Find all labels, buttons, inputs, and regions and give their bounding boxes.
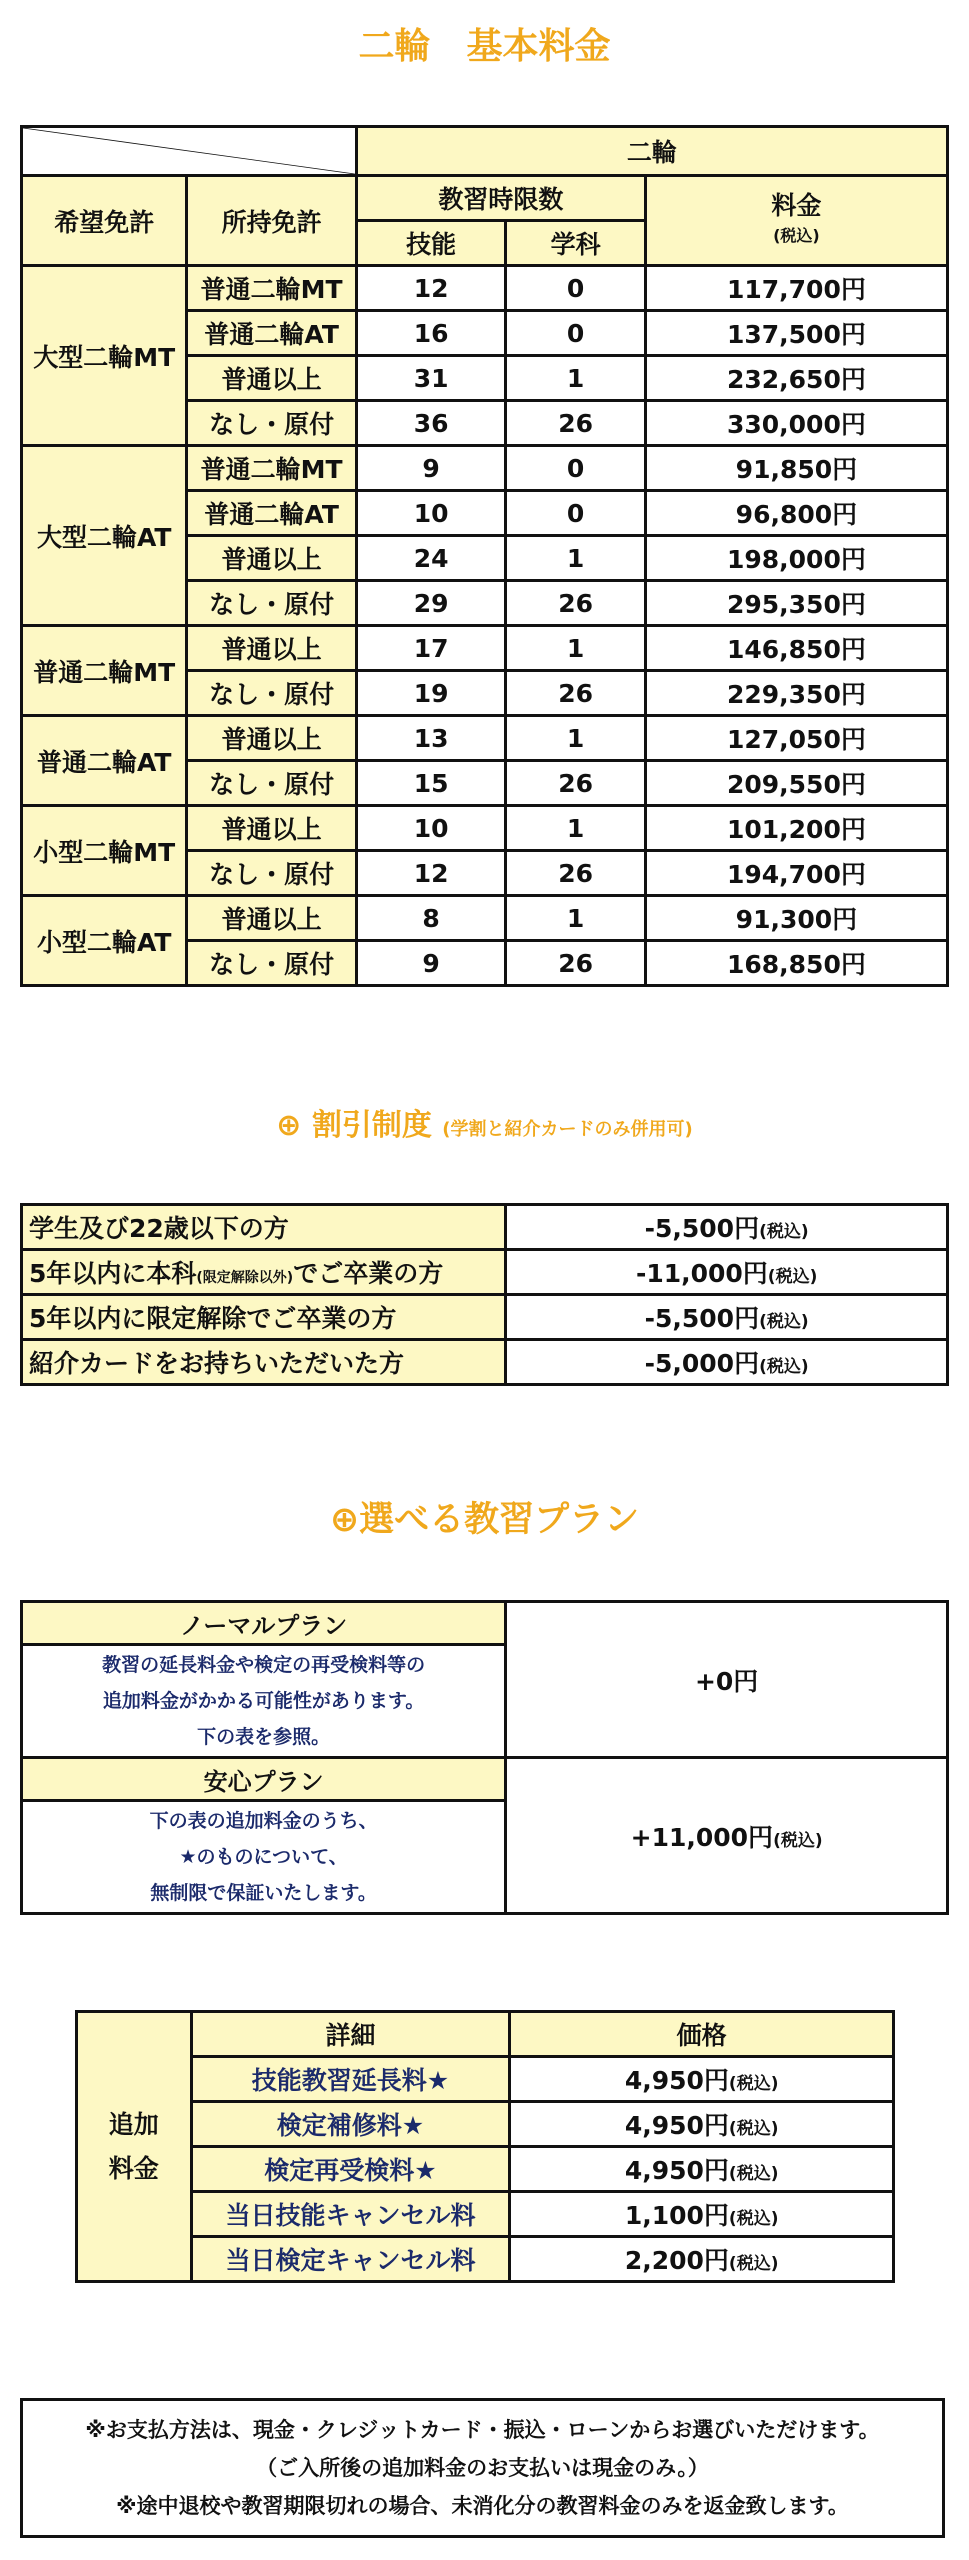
theory-header: 学科 <box>506 221 646 266</box>
normal-plan-name: ノーマルプラン <box>22 1602 506 1645</box>
basic-fee-title: 二輪 基本料金 <box>358 26 611 67</box>
fee-cell: 96,800円 <box>645 491 947 536</box>
discount-amount: -5,000円 <box>644 1349 760 1378</box>
fee-header-tax: (税込) <box>773 225 820 245</box>
practical-hours-cell: 24 <box>356 536 505 581</box>
discount-amount: -11,000円 <box>635 1259 768 1288</box>
held-license-cell: 普通二輪AT <box>187 491 356 536</box>
discount-amount-cell <box>506 1340 948 1385</box>
additional-tax: (税込) <box>728 2164 779 2184</box>
held-license-cell: 普通以上 <box>187 716 356 761</box>
desired-license-cell: 小型二輪AT <box>22 896 187 986</box>
theory-hours-cell: 26 <box>506 671 646 716</box>
additional-price: 4,950円 <box>624 2156 729 2185</box>
additional-row <box>77 2147 894 2192</box>
fee-cell: 146,850円 <box>645 626 947 671</box>
normal-plan-price: +0円 <box>506 1602 948 1758</box>
safe-plan-line3: 無制限で保証いたします。 <box>150 1882 377 1904</box>
held-license-cell: 普通以上 <box>187 356 356 401</box>
held-license-cell: なし・原付 <box>187 671 356 716</box>
discount-row <box>22 1295 948 1340</box>
theory-hours-cell: 1 <box>506 356 646 401</box>
practical-hours-cell: 16 <box>356 311 505 356</box>
discount-row <box>22 1250 948 1295</box>
practical-hours-cell: 17 <box>356 626 505 671</box>
discount-label-main: 5年以内に本科 <box>29 1259 197 1288</box>
additional-tax: (税込) <box>728 2254 779 2274</box>
desired-license-cell: 大型二輪AT <box>22 446 187 626</box>
normal-plan-description <box>22 1645 506 1758</box>
additional-row <box>77 2237 894 2282</box>
diagonal-header-cell <box>22 127 357 176</box>
discount-label <box>22 1340 506 1385</box>
normal-plan-line1: 教習の延長料金や検定の再受検料等の <box>102 1654 426 1676</box>
held-license-cell: 普通以上 <box>187 536 356 581</box>
safe-plan-price: +11,000円 <box>630 1822 774 1852</box>
additional-row <box>77 2102 894 2147</box>
theory-hours-cell: 0 <box>506 446 646 491</box>
theory-hours-cell: 0 <box>506 266 646 311</box>
safe-plan-line1: 下の表の追加料金のうち、 <box>149 1810 378 1832</box>
practical-hours-cell: 8 <box>356 896 505 941</box>
theory-hours-cell: 1 <box>506 896 646 941</box>
fee-cell: 91,850円 <box>645 446 947 491</box>
additional-detail: 当日技能キャンセル料 <box>191 2192 510 2237</box>
additional-detail: 検定再受検料★ <box>191 2147 510 2192</box>
discount-label <box>22 1295 506 1340</box>
practical-hours-cell: 10 <box>356 491 505 536</box>
additional-price: 4,950円 <box>624 2111 729 2140</box>
normal-plan-line3: 下の表を参照。 <box>197 1726 331 1748</box>
discount-label-tail: でご卒業の方 <box>293 1259 444 1288</box>
additional-tax: (税込) <box>728 2209 779 2229</box>
desired-license-cell: 小型二輪MT <box>22 806 187 896</box>
discount-row <box>22 1340 948 1385</box>
discount-amount-cell <box>506 1250 948 1295</box>
additional-tax: (税込) <box>728 2074 779 2094</box>
desired-license-header: 希望免許 <box>22 176 187 266</box>
hours-header: 教習時限数 <box>356 176 645 221</box>
theory-hours-cell: 1 <box>506 536 646 581</box>
price-header: 価格 <box>510 2012 894 2057</box>
basic-fee-table <box>20 125 949 987</box>
additional-detail: 当日検定キャンセル料 <box>191 2237 510 2282</box>
theory-hours-cell: 26 <box>506 851 646 896</box>
practical-header: 技能 <box>356 221 505 266</box>
fee-cell: 91,300円 <box>645 896 947 941</box>
held-license-cell: 普通二輪MT <box>187 446 356 491</box>
held-license-cell: なし・原付 <box>187 761 356 806</box>
additional-price-cell <box>510 2057 894 2102</box>
detail-header: 詳細 <box>191 2012 510 2057</box>
discount-amount-cell <box>506 1205 948 1250</box>
additional-row <box>77 2192 894 2237</box>
discount-amount: -5,500円 <box>644 1304 760 1333</box>
desired-license-cell: 普通二輪AT <box>22 716 187 806</box>
safe-plan-price-cell <box>506 1758 948 1914</box>
discount-label <box>22 1250 506 1295</box>
category-header: 二輪 <box>356 127 947 176</box>
fee-row <box>22 806 948 851</box>
held-license-cell: なし・原付 <box>187 401 356 446</box>
note-line1: ※お支払方法は、現金・クレジットカード・振込・ローンからお選びいただけます。 <box>85 2418 880 2442</box>
additional-price-cell <box>510 2237 894 2282</box>
held-license-header: 所持免許 <box>187 176 356 266</box>
payment-notes <box>20 2398 945 2538</box>
discount-label-main: 学生及び22歳以下の方 <box>29 1214 289 1243</box>
safe-plan-description <box>22 1801 506 1914</box>
desired-license-cell: 大型二輪MT <box>22 266 187 446</box>
fee-cell: 330,000円 <box>645 401 947 446</box>
discount-tax: (税込) <box>759 1357 809 1377</box>
fee-header-label: 料金 <box>771 190 822 220</box>
normal-plan-line2: 追加料金がかかる可能性があります。 <box>102 1690 425 1712</box>
fee-row <box>22 896 948 941</box>
fee-cell: 127,050円 <box>645 716 947 761</box>
additional-label-line2: 料金 <box>108 2153 159 2183</box>
discount-label-main: 5年以内に限定解除でご卒業の方 <box>29 1304 397 1333</box>
fee-cell: 194,700円 <box>645 851 947 896</box>
discount-tax: (税込) <box>759 1222 809 1242</box>
fee-cell: 295,350円 <box>645 581 947 626</box>
fee-cell: 101,200円 <box>645 806 947 851</box>
held-license-cell: なし・原付 <box>187 851 356 896</box>
note-line2: （ご入所後の追加料金のお支払いは現金のみ。） <box>256 2456 709 2480</box>
fee-cell: 117,700円 <box>645 266 947 311</box>
discount-title <box>0 1100 969 1144</box>
theory-hours-cell: 26 <box>506 761 646 806</box>
theory-hours-cell: 26 <box>506 941 646 986</box>
held-license-cell: 普通以上 <box>187 626 356 671</box>
discount-amount: -5,500円 <box>644 1214 760 1243</box>
fee-cell: 232,650円 <box>645 356 947 401</box>
fee-cell: 229,350円 <box>645 671 947 716</box>
note-line3: ※途中退校や教習期限切れの場合、未消化分の教習料金のみを返金致します。 <box>116 2494 849 2518</box>
fee-row <box>22 266 948 311</box>
additional-detail: 検定補修料★ <box>191 2102 510 2147</box>
fee-cell: 209,550円 <box>645 761 947 806</box>
fee-cell: 168,850円 <box>645 941 947 986</box>
practical-hours-cell: 31 <box>356 356 505 401</box>
diagonal-line <box>23 128 355 174</box>
fee-cell: 137,500円 <box>645 311 947 356</box>
practical-hours-cell: 29 <box>356 581 505 626</box>
additional-label-line1: 追加 <box>108 2109 159 2139</box>
practical-hours-cell: 15 <box>356 761 505 806</box>
practical-hours-cell: 19 <box>356 671 505 716</box>
practical-hours-cell: 9 <box>356 941 505 986</box>
additional-price-cell <box>510 2192 894 2237</box>
theory-hours-cell: 0 <box>506 311 646 356</box>
additional-price-cell <box>510 2147 894 2192</box>
practical-hours-cell: 13 <box>356 716 505 761</box>
desired-license-cell: 普通二輪MT <box>22 626 187 716</box>
discount-title-text: 割引制度 <box>311 1108 432 1143</box>
additional-price-cell <box>510 2102 894 2147</box>
additional-row <box>77 2057 894 2102</box>
discount-label-note: (限定解除以外) <box>196 1270 294 1286</box>
theory-hours-cell: 1 <box>506 626 646 671</box>
held-license-cell: 普通以上 <box>187 806 356 851</box>
discount-row <box>22 1205 948 1250</box>
practical-hours-cell: 9 <box>356 446 505 491</box>
discount-tax: (税込) <box>759 1312 809 1332</box>
discount-label-main: 紹介カードをお持ちいただいた方 <box>29 1349 405 1378</box>
discount-table <box>20 1203 949 1386</box>
fee-row <box>22 716 948 761</box>
held-license-cell: 普通二輪MT <box>187 266 356 311</box>
fee-header <box>645 176 947 266</box>
theory-hours-cell: 1 <box>506 806 646 851</box>
practical-hours-cell: 12 <box>356 851 505 896</box>
discount-amount-cell <box>506 1295 948 1340</box>
additional-price: 4,950円 <box>624 2066 729 2095</box>
safe-plan-tax: (税込) <box>773 1830 823 1851</box>
safe-plan-line2: ★のものについて、 <box>179 1846 348 1868</box>
held-license-cell: なし・原付 <box>187 581 356 626</box>
practical-hours-cell: 12 <box>356 266 505 311</box>
additional-tax: (税込) <box>728 2119 779 2139</box>
theory-hours-cell: 0 <box>506 491 646 536</box>
theory-hours-cell: 26 <box>506 581 646 626</box>
safe-plan-name: 安心プラン <box>22 1758 506 1801</box>
additional-price: 2,200円 <box>624 2246 729 2275</box>
additional-label <box>77 2012 192 2282</box>
additional-detail: 技能教習延長料★ <box>191 2057 510 2102</box>
held-license-cell: 普通二輪AT <box>187 311 356 356</box>
practical-hours-cell: 36 <box>356 401 505 446</box>
plans-table <box>20 1600 949 1915</box>
discount-tax: (税込) <box>767 1267 818 1287</box>
held-license-cell: なし・原付 <box>187 941 356 986</box>
plans-title: ⊕選べる教習プラン <box>329 1500 640 1540</box>
additional-price: 1,100円 <box>624 2201 729 2230</box>
discount-label <box>22 1205 506 1250</box>
theory-hours-cell: 26 <box>506 401 646 446</box>
practical-hours-cell: 10 <box>356 806 505 851</box>
held-license-cell: 普通以上 <box>187 896 356 941</box>
fee-row <box>22 626 948 671</box>
fee-cell: 198,000円 <box>645 536 947 581</box>
plus-circle-icon: ⊕ <box>276 1108 302 1143</box>
theory-hours-cell: 1 <box>506 716 646 761</box>
discount-subtitle: (学割と紹介カードのみ併用可) <box>442 1119 693 1140</box>
additional-fee-table <box>75 2010 895 2283</box>
fee-row <box>22 446 948 491</box>
